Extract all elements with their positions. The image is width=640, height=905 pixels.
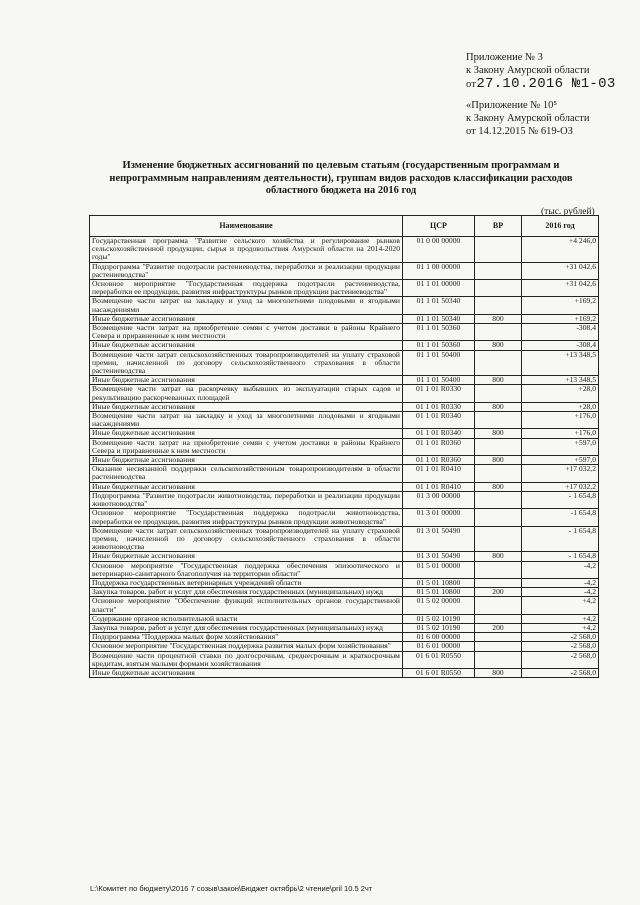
row-vr: [475, 642, 522, 651]
row-csr: 01 1 01 50400: [403, 376, 475, 385]
table-row: [90, 668, 599, 677]
row-amount: -1 654,8: [522, 509, 599, 526]
row-vr: 800: [475, 376, 522, 385]
row-name: Основное мероприятие "Обеспечение функций исполнительных органов государственной власти": [90, 597, 403, 614]
row-name: Государственная программа "Развитие сельского хозяйства и регулирование рынков сельскохозяйственной продукции, сырья и продовольствия Амурской области на 2014-2020 годы": [90, 237, 403, 263]
row-vr: 800: [475, 456, 522, 465]
law-reference-2: к Закону Амурской области: [466, 113, 590, 124]
row-name: Иные бюджетные ассигнования: [90, 314, 403, 323]
handwritten-date: 27.10.2016 №1-03: [476, 76, 616, 92]
unit-label: (тыс. рублей): [541, 207, 595, 217]
table-row: [90, 438, 599, 455]
row-csr: 01 6 01 00000: [403, 642, 475, 651]
row-csr: 01 5 01 10800: [403, 588, 475, 597]
table-row: [90, 297, 599, 314]
row-csr: 01 1 01 50360: [403, 324, 475, 341]
row-csr: 01 1 01 R0330: [403, 402, 475, 411]
row-name: Оказание несвязанной поддержки сельскохозяйственным товаропроизводителям в области растениеводства: [90, 465, 403, 482]
row-csr: 01 1 01 50360: [403, 341, 475, 350]
row-name: Иные бюджетные ассигнования: [90, 376, 403, 385]
row-vr: 800: [475, 482, 522, 491]
row-name: Возмещение части затрат сельскохозяйственных товаропроизводителей на уплату страховой премии, начисленной по договору сельскохозяйственного страхования в области животноводства: [90, 526, 403, 552]
row-vr: [475, 262, 522, 279]
row-name: Возмещение части затрат сельскохозяйственных товаропроизводителей на уплату страховой премии, начисленной по договору сельскохозяйственного страхования в области растениеводства: [90, 350, 403, 376]
row-name: Закупка товаров, работ и услуг для обеспечения государственных (муниципальных) нужд: [90, 623, 403, 632]
row-amount: +597,0: [522, 438, 599, 455]
table-row: [90, 314, 599, 323]
row-vr: 800: [475, 314, 522, 323]
row-name: Основное мероприятие "Государственная поддержка обеспечения эпизоотического и ветеринарно-санитарного благополучия на территории области": [90, 561, 403, 578]
table-row: [90, 465, 599, 482]
table-row: [90, 237, 599, 263]
row-vr: [475, 465, 522, 482]
row-name: Подпрограмма "Поддержка малых форм хозяйствования": [90, 633, 403, 642]
table-row: [90, 456, 599, 465]
row-csr: 01 3 01 00000: [403, 509, 475, 526]
row-csr: 01 1 01 R0330: [403, 385, 475, 402]
table-row: [90, 651, 599, 668]
row-csr: 01 6 01 R0550: [403, 651, 475, 668]
row-amount: -2 568,0: [522, 668, 599, 677]
row-csr: 01 1 01 R0360: [403, 438, 475, 455]
row-amount: - 1 654,8: [522, 526, 599, 552]
table-row: [90, 623, 599, 632]
row-name: Иные бюджетные ассигнования: [90, 482, 403, 491]
row-name: Основное мероприятие "Государственная поддержка подотрасли животноводства, переработки ее продукции, развития инфраструктуры рынков продукции животноводства": [90, 509, 403, 526]
row-vr: 800: [475, 668, 522, 677]
row-csr: 01 1 01 R0340: [403, 412, 475, 429]
row-name: Возмещение части затрат на закладку и уход за многолетними плодовыми и ягодными насаждениями: [90, 412, 403, 429]
table-row: [90, 578, 599, 587]
row-name: Иные бюджетные ассигнования: [90, 456, 403, 465]
appendix-header: [466, 51, 616, 138]
row-name: Иные бюджетные ассигнования: [90, 552, 403, 561]
row-vr: [475, 561, 522, 578]
table-header-row: [90, 216, 599, 237]
table-row: [90, 376, 599, 385]
table-row: [90, 412, 599, 429]
row-amount: +4,2: [522, 597, 599, 614]
row-csr: 01 5 01 10800: [403, 578, 475, 587]
row-csr: 01 3 01 50490: [403, 526, 475, 552]
col-header-vr: ВР: [475, 216, 522, 237]
row-amount: +13 348,5: [522, 350, 599, 376]
appendix-number-2: «Приложение № 10⁵: [466, 100, 558, 111]
table-row: [90, 262, 599, 279]
row-name: Возмещение части затрат на раскорчевку выбывших из эксплуатации старых садов и рекультивацию раскорчеванных площадей: [90, 385, 403, 402]
row-vr: [475, 633, 522, 642]
table-row: [90, 491, 599, 508]
row-amount: -4,2: [522, 578, 599, 587]
table-row: [90, 341, 599, 350]
row-name: Иные бюджетные ассигнования: [90, 668, 403, 677]
row-name: Основное мероприятие "Государственная поддержка подотрасли растениеводства, переработки ее продукции, развития инфраструктуры рынков продукции растениеводства": [90, 280, 403, 297]
law-date-2: от 14.12.2015 № 619-ОЗ: [466, 126, 573, 137]
row-vr: 800: [475, 402, 522, 411]
row-vr: [475, 297, 522, 314]
row-name: Содержание органов исполнительной власти: [90, 614, 403, 623]
date-prefix: от: [466, 79, 477, 90]
row-name: Возмещение части процентной ставки по долгосрочным, среднесрочным и краткосрочным кредитам, взятым малыми формами хозяйствования: [90, 651, 403, 668]
table-row: [90, 350, 599, 376]
file-path-footer: L:\Комитет по бюджету\2016 7 созыв\закон\Бюджет октябрь\2 чтение\pril 10.5 2чт: [90, 884, 373, 893]
row-csr: 01 1 00 00000: [403, 262, 475, 279]
row-amount: +13 348,5: [522, 376, 599, 385]
row-vr: [475, 385, 522, 402]
row-vr: [475, 509, 522, 526]
law-date: [466, 77, 616, 92]
row-vr: 800: [475, 341, 522, 350]
col-header-year: 2016 год: [522, 216, 599, 237]
appendix-number: Приложение № 3: [466, 52, 543, 63]
law-reference: к Закону Амурской области: [466, 65, 590, 76]
row-csr: 01 6 00 00000: [403, 633, 475, 642]
row-amount: +17 032,2: [522, 465, 599, 482]
row-csr: 01 1 01 R0410: [403, 465, 475, 482]
row-vr: 800: [475, 552, 522, 561]
row-amount: +176,0: [522, 429, 599, 438]
row-vr: [475, 526, 522, 552]
row-amount: +4,2: [522, 623, 599, 632]
col-header-name: Наименование: [90, 216, 403, 237]
row-amount: +4 246,0: [522, 237, 599, 263]
row-amount: +31 042,6: [522, 280, 599, 297]
row-amount: -2 568,0: [522, 633, 599, 642]
row-vr: [475, 578, 522, 587]
row-csr: 01 5 01 00000: [403, 561, 475, 578]
table-row: [90, 385, 599, 402]
row-vr: [475, 491, 522, 508]
table-row: [90, 561, 599, 578]
row-amount: +597,0: [522, 456, 599, 465]
row-name: Подпрограмма "Развитие подотрасли животноводства, переработки и реализации продукции животноводства": [90, 491, 403, 508]
row-vr: 200: [475, 623, 522, 632]
row-csr: 01 1 01 R0360: [403, 456, 475, 465]
row-vr: [475, 651, 522, 668]
table-row: [90, 633, 599, 642]
table-row: [90, 509, 599, 526]
row-amount: +4,2: [522, 614, 599, 623]
row-name: Возмещение части затрат на приобретение семян с учетом доставки в районы Крайнего Севера и приравненные к ним местности: [90, 324, 403, 341]
row-name: Иные бюджетные ассигнования: [90, 429, 403, 438]
table-row: [90, 588, 599, 597]
row-name: Подпрограмма "Развитие подотрасли растениеводства, переработки и реализации продукции растениеводства": [90, 262, 403, 279]
row-vr: 800: [475, 429, 522, 438]
row-vr: [475, 324, 522, 341]
row-amount: -2 568,0: [522, 651, 599, 668]
row-csr: 01 1 01 50340: [403, 314, 475, 323]
table-row: [90, 402, 599, 411]
col-header-csr: ЦСР: [403, 216, 475, 237]
budget-table: [89, 215, 599, 678]
row-vr: [475, 438, 522, 455]
table-row: [90, 552, 599, 561]
row-vr: [475, 597, 522, 614]
row-csr: 01 1 01 R0410: [403, 482, 475, 491]
document-title: Изменение бюджетных ассигнований по целевым статьям (государственным программам и непрограммным направлениям деятельности), группам видов расходов классификации расходов областного бюджета на 2016 год: [109, 160, 573, 196]
row-vr: [475, 237, 522, 263]
row-csr: 01 3 01 50490: [403, 552, 475, 561]
row-csr: 01 3 00 00000: [403, 491, 475, 508]
table-row: [90, 597, 599, 614]
row-csr: 01 1 01 50400: [403, 350, 475, 376]
row-name: Поддержка государственных ветеринарных учреждений области: [90, 578, 403, 587]
row-amount: +28,0: [522, 402, 599, 411]
row-amount: +169,2: [522, 297, 599, 314]
row-name: Основное мероприятие "Государственная поддержка развития малых форм хозяйствования": [90, 642, 403, 651]
row-amount: +17 032,2: [522, 482, 599, 491]
row-amount: -4,2: [522, 588, 599, 597]
row-amount: +169,2: [522, 314, 599, 323]
row-amount: - 1 654,8: [522, 491, 599, 508]
row-csr: 01 1 01 R0340: [403, 429, 475, 438]
row-amount: -308,4: [522, 341, 599, 350]
row-vr: 200: [475, 588, 522, 597]
table-row: [90, 324, 599, 341]
table-row: [90, 614, 599, 623]
row-csr: 01 5 02 00000: [403, 597, 475, 614]
row-amount: -4,2: [522, 561, 599, 578]
row-amount: +176,0: [522, 412, 599, 429]
table-row: [90, 482, 599, 491]
table-row: [90, 642, 599, 651]
table-row: [90, 526, 599, 552]
row-vr: [475, 412, 522, 429]
row-amount: -2 568,0: [522, 642, 599, 651]
row-vr: [475, 614, 522, 623]
row-name: Возмещение части затрат на закладку и уход за многолетними плодовыми и ягодными насаждениями: [90, 297, 403, 314]
row-vr: [475, 350, 522, 376]
row-vr: [475, 280, 522, 297]
row-csr: 01 1 01 00000: [403, 280, 475, 297]
row-csr: 01 5 02 10190: [403, 623, 475, 632]
row-name: Иные бюджетные ассигнования: [90, 341, 403, 350]
row-name: Иные бюджетные ассигнования: [90, 402, 403, 411]
row-amount: +28,0: [522, 385, 599, 402]
row-csr: 01 6 01 R0550: [403, 668, 475, 677]
row-csr: 01 5 02 10190: [403, 614, 475, 623]
row-csr: 01 1 01 50340: [403, 297, 475, 314]
row-amount: -308,4: [522, 324, 599, 341]
row-csr: 01 0 00 00000: [403, 237, 475, 263]
row-name: Закупка товаров, работ и услуг для обеспечения государственных (муниципальных) нужд: [90, 588, 403, 597]
row-name: Возмещение части затрат на приобретение семян с учетом доставки в районы Крайнего Севера и приравненные к ним местности: [90, 438, 403, 455]
table-row: [90, 429, 599, 438]
table-row: [90, 280, 599, 297]
row-amount: +31 042,6: [522, 262, 599, 279]
row-amount: - 1 654,8: [522, 552, 599, 561]
